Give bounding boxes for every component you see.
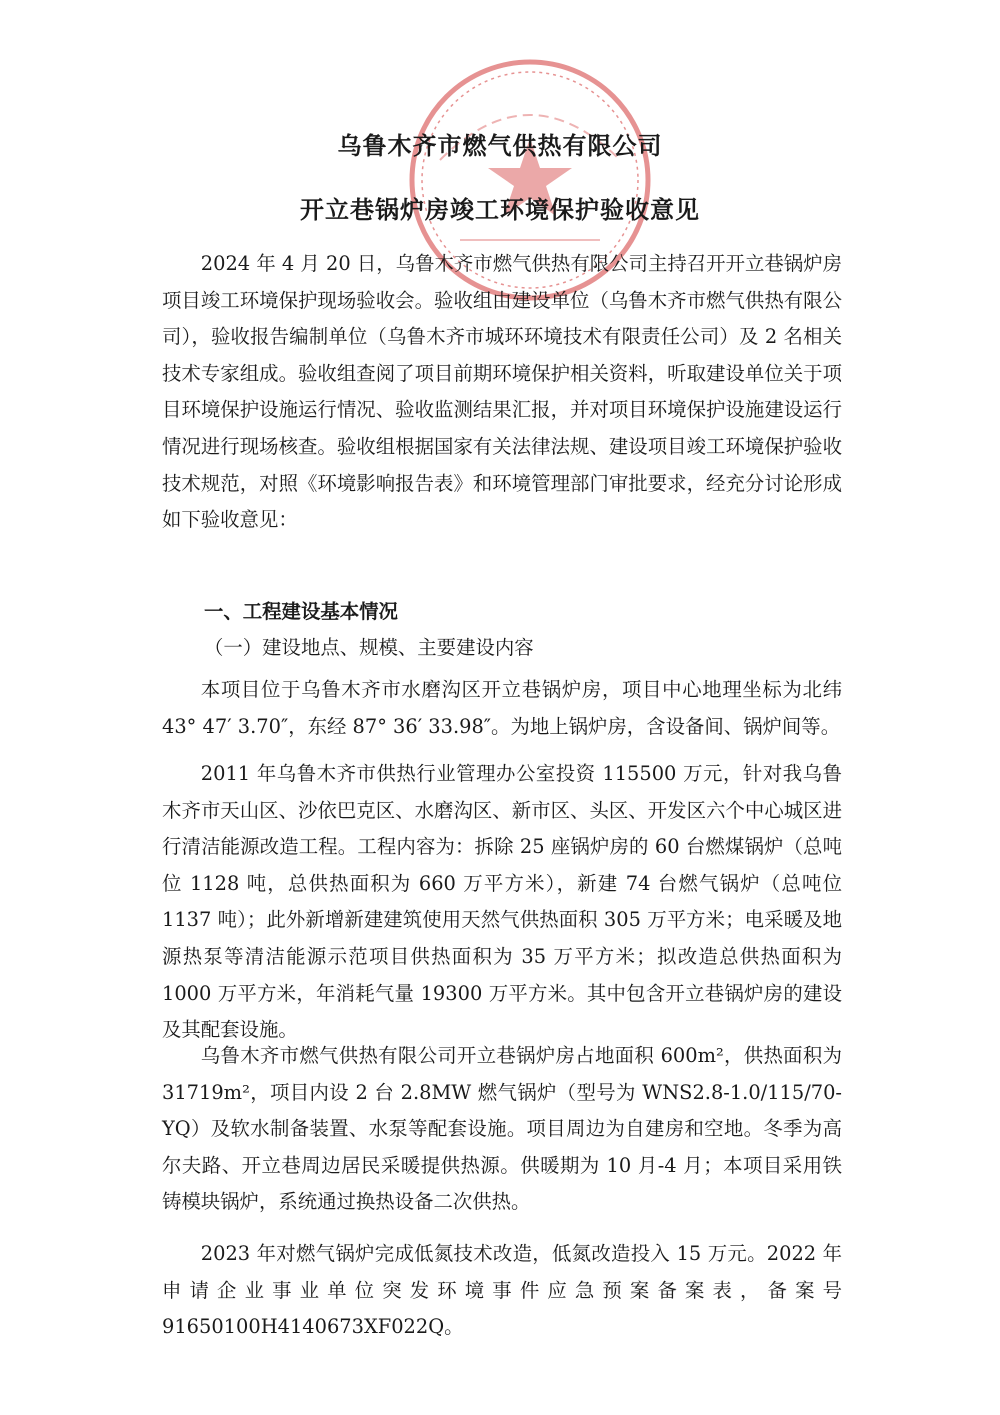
section-heading: 一、工程建设基本情况 [204, 600, 398, 623]
intro-section [162, 246, 842, 539]
facility-paragraph: 乌鲁木齐市燃气供热有限公司开立巷锅炉房占地面积 600m²，供热面积为 31719m²，项目内设 2 台 2.8MW 燃气锅炉（型号为 WNS2.8-1.0/115/70-YQ）及软水制备装置、水泵等配套设施。项目周边为自建房和空地。冬季为高尔夫路、开立巷周边居民采暖提供热源。供暖期为 10 月-4 月；本项目采用铁铸模块锅炉，系统通过换热设备二次供热。 [162, 1044, 842, 1214]
history-paragraph: 2011 年乌鲁木齐市供热行业管理办公室投资 115500 万元，针对我乌鲁木齐市天山区、沙依巴克区、水磨沟区、新市区、头区、开发区六个中心城区进行清洁能源改造工程。工程内容为：拆除 25 座锅炉房的 60 台燃煤锅炉（总吨位 1128 吨，总供热面积为 660 万平方米），新建 74 台燃气锅炉（总吨位 1137 吨）；此外新增新建建筑使用天然气供热面积 305 万平方米；电采暖及地源热泵等清洁能源示范项目供热面积为 35 万平方米；拟改造总供热面积为 1000 万平方米，年消耗气量 19300 万平方米。其中包含开立巷锅炉房的建设及其配套设施。 [162, 762, 842, 1042]
retrofit-section [162, 1236, 842, 1346]
site-section [162, 672, 842, 745]
retrofit-paragraph: 2023 年对燃气锅炉完成低氮技术改造，低氮改造投入 15 万元。2022 年申请企业事业单位突发环境事件应急预案备案表，备案号 91650100H4140673XF022Q。 [162, 1242, 842, 1339]
subsection-heading: （一）建设地点、规模、主要建设内容 [204, 636, 534, 659]
site-paragraph: 本项目位于乌鲁木齐市水磨沟区开立巷锅炉房，项目中心地理坐标为北纬 43° 47′ 3.70″，东经 87° 36′ 33.98″。为地上锅炉房，含设备间、锅炉间等。 [162, 678, 842, 738]
intro-paragraph: 2024 年 4 月 20 日，乌鲁木齐市燃气供热有限公司主持召开开立巷锅炉房项目竣工环境保护现场验收会。验收组由建设单位（乌鲁木齐市燃气供热有限公司），验收报告编制单位（乌鲁木齐市城环环境技术有限责任公司）及 2 名相关技术专家组成。验收组查阅了项目前期环境保护相关资料，听取建设单位关于项目环境保护设施运行情况、验收监测结果汇报，并对项目环境保护设施建设运行情况进行现场核查。验收组根据国家有关法律法规、建设项目竣工环境保护验收技术规范，对照《环境影响报告表》和环境管理部门审批要求，经充分讨论形成如下验收意见： [162, 252, 842, 532]
history-section [162, 756, 842, 1049]
document-title: 开立巷锅炉房竣工环境保护验收意见 [300, 196, 700, 224]
company-title: 乌鲁木齐市燃气供热有限公司 [337, 132, 663, 160]
facility-section [162, 1038, 842, 1221]
